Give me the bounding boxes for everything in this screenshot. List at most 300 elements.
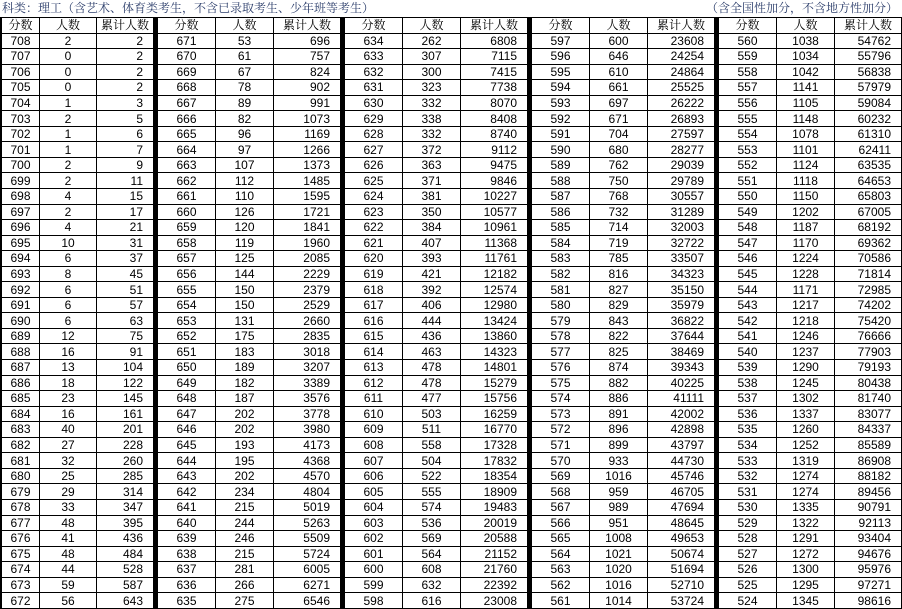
table-row [345,422,528,438]
table-row [158,95,341,111]
table-row [719,235,902,251]
table-row [158,562,341,578]
score-cell: 616 [345,313,403,329]
score-cell: 536 [719,406,777,422]
count-cell: 41 [40,531,97,547]
table-row [158,235,341,251]
count-cell: 195 [216,453,274,469]
count-cell: 661 [590,80,648,96]
score-cell: 553 [719,142,777,158]
score-cell: 676 [2,531,40,547]
cumulative-cell: 69362 [835,235,902,251]
table-row [2,251,154,267]
cumulative-cell: 6005 [274,562,341,578]
bonus-note: （含全国性加分，不含地方性加分） [705,1,898,15]
score-cell: 671 [158,33,216,49]
table-row [719,391,902,407]
score-cell: 704 [2,95,40,111]
score-cell: 647 [158,406,216,422]
cumulative-cell: 70586 [835,251,902,267]
score-cell: 571 [532,437,590,453]
table-row [532,189,715,205]
score-cell: 588 [532,173,590,189]
cumulative-cell: 45746 [648,468,715,484]
score-cell: 560 [719,33,777,49]
score-cell: 669 [158,64,216,80]
score-cell: 690 [2,313,40,329]
score-cell: 701 [2,142,40,158]
cumulative-cell: 314 [97,484,154,500]
count-cell: 13 [40,360,97,376]
count-cell: 2 [40,111,97,127]
count-cell: 307 [403,49,461,65]
count-cell: 381 [403,189,461,205]
score-cell: 542 [719,313,777,329]
score-cell: 593 [532,95,590,111]
table-row [2,468,154,484]
table-row [345,157,528,173]
table-row [719,546,902,562]
cumulative-cell: 14801 [461,360,528,376]
score-cell: 652 [158,328,216,344]
table-row [719,344,902,360]
table-row [158,189,341,205]
cumulative-cell: 436 [97,531,154,547]
count-cell: 2 [40,157,97,173]
table-row [719,111,902,127]
table-row [532,173,715,189]
table-row [2,593,154,609]
count-cell: 896 [590,422,648,438]
table-row [719,49,902,65]
cumulative-cell: 51694 [648,562,715,578]
cumulative-cell: 30557 [648,189,715,205]
cumulative-cell: 587 [97,577,154,593]
cumulative-cell: 17 [97,204,154,220]
count-cell: 175 [216,328,274,344]
count-cell: 67 [216,64,274,80]
cumulative-cell: 32722 [648,235,715,251]
score-cell: 707 [2,49,40,65]
score-cell: 677 [2,515,40,531]
score-cell: 612 [345,375,403,391]
cumulative-cell: 63 [97,313,154,329]
table-row [719,95,902,111]
table-row [2,577,154,593]
score-cell: 545 [719,266,777,282]
score-cell: 526 [719,562,777,578]
cumulative-cell: 27597 [648,126,715,142]
score-cell: 625 [345,173,403,189]
cumulative-cell: 88182 [835,468,902,484]
count-cell: 215 [216,546,274,562]
cumulative-cell: 17832 [461,453,528,469]
cumulative-cell: 8070 [461,95,528,111]
table-row [719,251,902,267]
cumulative-cell: 4570 [274,468,341,484]
cumulative-cell: 61310 [835,126,902,142]
count-cell: 750 [590,173,648,189]
table-row [532,577,715,593]
table-row [719,126,902,142]
count-cell: 372 [403,142,461,158]
count-cell: 332 [403,95,461,111]
score-block-1 [0,17,157,609]
cumulative-cell: 72985 [835,282,902,298]
count-cell: 107 [216,157,274,173]
score-cell: 665 [158,126,216,142]
count-cell: 4 [40,220,97,236]
table-row [345,499,528,515]
count-cell: 1202 [777,204,835,220]
cumulative-cell: 16770 [461,422,528,438]
table-row [2,157,154,173]
score-cell: 657 [158,251,216,267]
cumulative-cell: 528 [97,562,154,578]
cumulative-cell: 80438 [835,375,902,391]
score-cell: 547 [719,235,777,251]
table-row [345,515,528,531]
score-cell: 548 [719,220,777,236]
cumulative-cell: 824 [274,64,341,80]
count-cell: 444 [403,313,461,329]
cumulative-cell: 4804 [274,484,341,500]
table-row [532,406,715,422]
header-score: 分数 [532,18,590,34]
table-row [719,142,902,158]
score-cell: 552 [719,157,777,173]
score-cell: 607 [345,453,403,469]
cumulative-cell: 2 [97,33,154,49]
score-cell: 621 [345,235,403,251]
score-cell: 603 [345,515,403,531]
cumulative-cell: 1266 [274,142,341,158]
count-cell: 244 [216,515,274,531]
count-cell: 406 [403,297,461,313]
score-cell: 613 [345,360,403,376]
cumulative-cell: 12980 [461,297,528,313]
count-cell: 2 [40,33,97,49]
count-cell: 1300 [777,562,835,578]
score-cell: 604 [345,499,403,515]
count-cell: 12 [40,328,97,344]
count-cell: 371 [403,173,461,189]
table-row [532,344,715,360]
count-cell: 183 [216,344,274,360]
table-row [2,64,154,80]
count-cell: 1016 [590,577,648,593]
table-row [2,360,154,376]
cumulative-cell: 17328 [461,437,528,453]
cumulative-cell: 228 [97,437,154,453]
score-cell: 615 [345,328,403,344]
cumulative-cell: 60232 [835,111,902,127]
subject-note: 科类：理工（含艺术、体育类考生，不含已录取考生、少年班等考生） [2,1,375,15]
header-cumulative: 累计人数 [274,18,341,34]
table-row [2,453,154,469]
table-row [158,344,341,360]
count-cell: 829 [590,297,648,313]
count-cell: 989 [590,499,648,515]
count-cell: 959 [590,484,648,500]
count-cell: 1 [40,126,97,142]
header-row [532,18,715,34]
count-cell: 762 [590,157,648,173]
count-cell: 933 [590,453,648,469]
cumulative-cell: 75 [97,328,154,344]
cumulative-cell: 35150 [648,282,715,298]
cumulative-cell: 1373 [274,157,341,173]
cumulative-cell: 2 [97,80,154,96]
count-cell: 680 [590,142,648,158]
cumulative-cell: 48645 [648,515,715,531]
cumulative-cell: 75420 [835,313,902,329]
cumulative-cell: 40225 [648,375,715,391]
cumulative-cell: 89456 [835,484,902,500]
table-row [345,111,528,127]
count-cell: 202 [216,468,274,484]
score-cell: 675 [2,546,40,562]
cumulative-cell: 35979 [648,297,715,313]
count-cell: 120 [216,220,274,236]
score-cell: 694 [2,251,40,267]
table-row [158,453,341,469]
cumulative-cell: 52710 [648,577,715,593]
table-row [532,437,715,453]
table-row [158,515,341,531]
count-cell: 338 [403,111,461,127]
score-cell: 535 [719,422,777,438]
count-cell: 234 [216,484,274,500]
table-row [345,95,528,111]
count-cell: 1246 [777,328,835,344]
score-cell: 661 [158,189,216,205]
table-row [2,515,154,531]
cumulative-cell: 484 [97,546,154,562]
cumulative-cell: 51 [97,282,154,298]
score-cell: 703 [2,111,40,127]
score-cell: 662 [158,173,216,189]
score-cell: 580 [532,297,590,313]
table-row [345,531,528,547]
table-row [345,251,528,267]
count-cell: 215 [216,499,274,515]
table-row [719,437,902,453]
score-cell: 645 [158,437,216,453]
score-block-2 [157,17,344,609]
table-row [345,266,528,282]
cumulative-cell: 28277 [648,142,715,158]
cumulative-cell: 395 [97,515,154,531]
cumulative-cell: 38469 [648,344,715,360]
count-cell: 110 [216,189,274,205]
table-row [2,235,154,251]
count-cell: 671 [590,111,648,127]
score-cell: 611 [345,391,403,407]
cumulative-cell: 57 [97,297,154,313]
table-notes [0,0,902,17]
count-cell: 393 [403,251,461,267]
cumulative-cell: 10577 [461,204,528,220]
score-cell: 530 [719,499,777,515]
cumulative-cell: 8408 [461,111,528,127]
cumulative-cell: 93404 [835,531,902,547]
cumulative-cell: 39343 [648,360,715,376]
count-cell: 1034 [777,49,835,65]
count-cell: 384 [403,220,461,236]
score-cell: 638 [158,546,216,562]
score-cell: 531 [719,484,777,500]
table-row [719,328,902,344]
count-cell: 78 [216,80,274,96]
table-row [345,282,528,298]
table-row [532,297,715,313]
table-row [532,49,715,65]
table-row [532,220,715,236]
cumulative-cell: 3207 [274,360,341,376]
cumulative-cell: 37644 [648,328,715,344]
cumulative-cell: 9475 [461,157,528,173]
table-row [345,142,528,158]
cumulative-cell: 15279 [461,375,528,391]
cumulative-cell: 104 [97,360,154,376]
score-cell: 629 [345,111,403,127]
score-cell: 632 [345,64,403,80]
count-cell: 1345 [777,593,835,609]
count-cell: 574 [403,499,461,515]
score-cell: 574 [532,391,590,407]
cumulative-cell: 3576 [274,391,341,407]
score-cell: 670 [158,49,216,65]
cumulative-cell: 3018 [274,344,341,360]
count-cell: 48 [40,515,97,531]
count-cell: 8 [40,266,97,282]
score-cell: 544 [719,282,777,298]
cumulative-cell: 19483 [461,499,528,515]
count-cell: 112 [216,173,274,189]
score-cell: 686 [2,375,40,391]
table-row [158,64,341,80]
score-block-table [1,17,154,609]
table-row [2,531,154,547]
count-cell: 463 [403,344,461,360]
table-row [158,546,341,562]
score-block-table [718,17,902,609]
score-cell: 558 [719,64,777,80]
score-cell: 664 [158,142,216,158]
header-score: 分数 [345,18,403,34]
score-cell: 575 [532,375,590,391]
score-cell: 532 [719,468,777,484]
score-cell: 641 [158,499,216,515]
count-cell: 522 [403,468,461,484]
score-cell: 678 [2,499,40,515]
score-cell: 650 [158,360,216,376]
count-cell: 1260 [777,422,835,438]
table-row [158,422,341,438]
count-cell: 1042 [777,64,835,80]
table-row [345,344,528,360]
table-row [158,531,341,547]
count-cell: 1038 [777,33,835,49]
cumulative-cell: 29039 [648,157,715,173]
score-cell: 608 [345,437,403,453]
score-cell: 654 [158,297,216,313]
count-cell: 89 [216,95,274,111]
table-row [532,64,715,80]
count-cell: 53 [216,33,274,49]
table-row [2,484,154,500]
table-row [2,546,154,562]
table-row [2,33,154,49]
cumulative-cell: 5509 [274,531,341,547]
count-cell: 1245 [777,375,835,391]
cumulative-cell: 9846 [461,173,528,189]
score-cell: 597 [532,33,590,49]
score-cell: 698 [2,189,40,205]
table-row [532,453,715,469]
score-cell: 689 [2,328,40,344]
table-row [345,406,528,422]
table-row [158,375,341,391]
table-row [2,406,154,422]
count-cell: 536 [403,515,461,531]
cumulative-cell: 285 [97,468,154,484]
score-block-table [344,17,528,609]
count-cell: 323 [403,80,461,96]
cumulative-cell: 201 [97,422,154,438]
cumulative-cell: 18909 [461,484,528,500]
cumulative-cell: 3 [97,95,154,111]
table-row [532,157,715,173]
score-cell: 565 [532,531,590,547]
score-cell: 687 [2,360,40,376]
cumulative-cell: 53724 [648,593,715,609]
cumulative-cell: 55796 [835,49,902,65]
header-score: 分数 [2,18,40,34]
cumulative-cell: 92113 [835,515,902,531]
count-cell: 1170 [777,235,835,251]
header-count: 人数 [403,18,461,34]
cumulative-cell: 15 [97,189,154,205]
count-cell: 478 [403,375,461,391]
score-cell: 578 [532,328,590,344]
table-row [532,282,715,298]
table-row [345,562,528,578]
score-cell: 680 [2,468,40,484]
table-row [158,49,341,65]
table-row [532,313,715,329]
cumulative-cell: 81740 [835,391,902,407]
table-row [719,297,902,313]
count-cell: 608 [403,562,461,578]
count-cell: 182 [216,375,274,391]
cumulative-cell: 67005 [835,204,902,220]
count-cell: 555 [403,484,461,500]
cumulative-cell: 33507 [648,251,715,267]
score-cell: 692 [2,282,40,298]
cumulative-cell: 31 [97,235,154,251]
table-row [2,499,154,515]
table-row [719,220,902,236]
cumulative-cell: 696 [274,33,341,49]
table-row [158,282,341,298]
score-cell: 543 [719,297,777,313]
count-cell: 1272 [777,546,835,562]
score-cell: 561 [532,593,590,609]
table-row [2,95,154,111]
score-cell: 606 [345,468,403,484]
